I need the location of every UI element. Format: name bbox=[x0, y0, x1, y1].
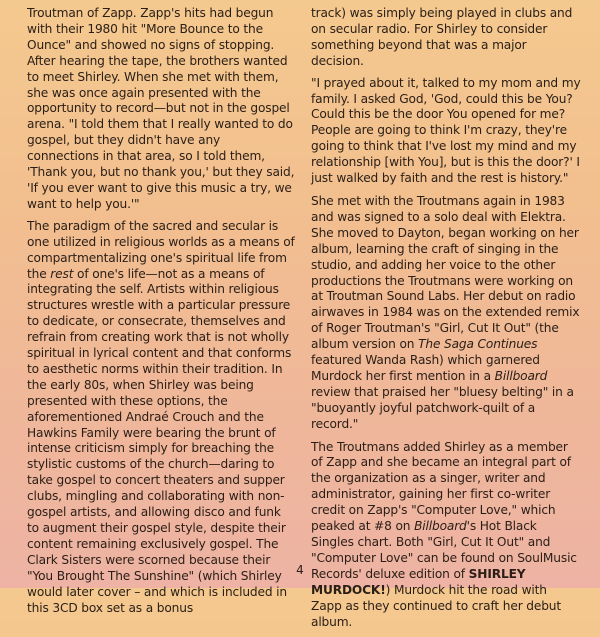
text-run: The Troutmans added Shirley as a member of Zapp and she became an integral part of the organization as a singer, writer and administrator, gaining her first co-writer credit on Zapp's "Computer Love," which peaked at #8 on bbox=[311, 439, 571, 534]
italic-text: Billboard bbox=[494, 368, 548, 383]
paragraph bbox=[311, 440, 581, 631]
paragraph: track) was simply being played in clubs and on secular radio. For Shirley to consider something beyond that was a major decision. bbox=[311, 6, 573, 68]
text-run: 's Hot Black Singles chart. Both "Girl, Cut It Out" and "Computer Love" can be found on SoulMusic Records' deluxe edition of bbox=[311, 519, 577, 581]
page-number: 4 bbox=[296, 563, 304, 577]
text-run: ) Murdock hit the road with Zapp as they continued to craft her debut album. bbox=[311, 582, 561, 629]
paragraph: "I prayed about it, talked to my mom and my family. I asked God, 'God, could this be You? Could this be the door You opened for me? People are going to think I'm crazy, they're going to think that I've lost my mind and my relationship [with You], but is this the door?' I just walked by faith and the rest is history." bbox=[311, 75, 581, 186]
text-run: She met with the Troutmans again in 1983 and was signed to a solo deal with Elektra. She moved to Dayton, began working on her album, learning the craft of singing in the studio, and adding her voice to the other productions the Troutmans were working on at Troutman Sound Labs. Her debut on radio airwaves in 1984 was on the extended remix of Roger Troutman's "Girl, Cut It Out" (the album version on bbox=[311, 193, 580, 352]
left-column bbox=[27, 6, 295, 623]
text-run: of one's life—not as a means of integrating the self. Artists within religious structures wrestle with a particular pressure to dedicate, or consecrate, themselves and refrain from creating work that is not wholly spiritual in lyrical content and that conforms to aesthetic norms within their tradition. In the early 80s, when Shirley was being presented with these options, the aforementioned Andraé Crouch and the Hawkins Family were bearing the brunt of intense criticism simply for breaching the stylistic customs of the church—daring to take gospel to concert theaters and supper clubs, mingling and collaborating with non-gospel artists, and allowing disco and funk to augment their gospel style, despite their content remaining exclusively gospel. The Clark Sisters were scorned because their "You Brought The Sunshine" (which Shirley would later cover – and which is included in this 3CD box set as a bonus bbox=[27, 266, 292, 615]
italic-text: rest bbox=[50, 266, 74, 281]
text-run: The paradigm of the sacred and secular is one utilized in religious worlds as a means of compartmentalizing one's spiritual life from the bbox=[27, 218, 295, 281]
bold-text: SHIRLEY MURDOCK! bbox=[311, 566, 526, 597]
italic-text: Billboard bbox=[414, 519, 467, 534]
paragraph bbox=[27, 219, 295, 617]
paragraph bbox=[311, 194, 581, 433]
text-run: review that praised her "bluesy belting" in a "buoyantly joyful patchwork-quilt of a record." bbox=[311, 384, 574, 431]
right-column bbox=[311, 6, 581, 637]
paragraph: Troutman of Zapp. Zapp's hits had begun with their 1980 hit "More Bounce to the Ounce" and showed no signs of stopping. After hearing the tape, the brothers wanted to meet Shirley. When she met with them, she was once again presented with the opportunity to record—but not in the gospel arena. "I told them that I really wanted to do gospel, but they didn't have any connections in that area, so I told them, 'Thank you, but no thank you,' but they said, 'If you ever want to give this music a try, we want to help you.'" bbox=[27, 6, 295, 211]
text-run: featured Wanda Rash) which garnered Murdock her first mention in a bbox=[311, 353, 540, 383]
italic-text: The Saga Continues bbox=[418, 337, 538, 352]
